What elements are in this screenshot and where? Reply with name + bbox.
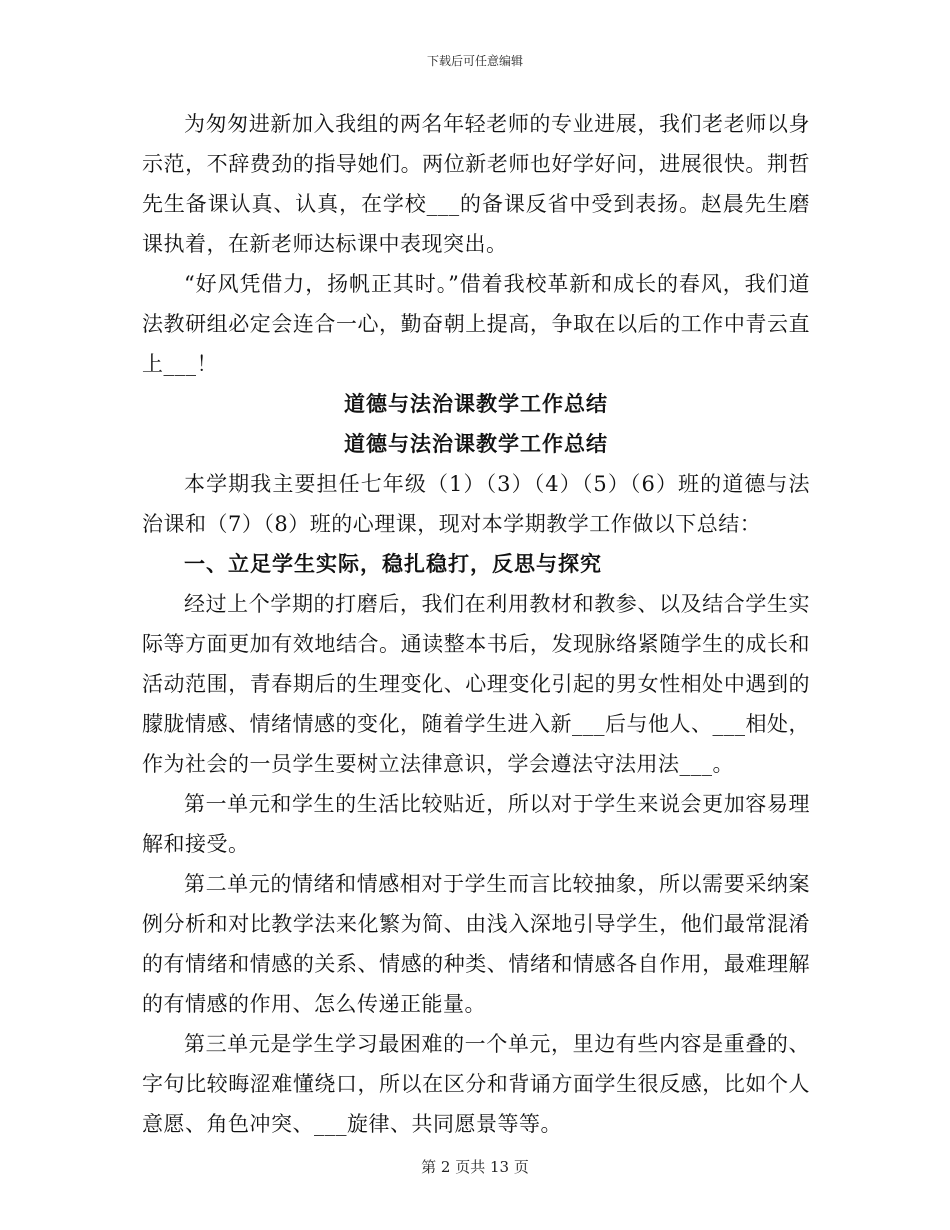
document-subtitle: 道德与法治课教学工作总结 xyxy=(344,431,608,456)
paragraph: 第二单元的情绪和情感相对于学生而言比较抽象，所以需要采纳案例分析和对比教学法来化繁为简、由浅入深地引导学生，他们最常混淆的有情绪和情感的关系、情感的种类、情绪和情感各自作用，最难理解的有情感的作用、怎么传递正能量。 xyxy=(142,872,810,1016)
paragraph: 第三单元是学生学习最困难的一个单元，里边有些内容是重叠的、字句比较晦涩难懂绕口，所以在区分和背诵方面学生很反感，比如个人意愿、角色冲突、___旋律、共同愿景等等。 xyxy=(142,1032,810,1136)
page-footer: 第 2 页共 13 页 xyxy=(421,1158,529,1176)
document-title: 道德与法治课教学工作总结 xyxy=(344,391,608,416)
page-header: 下载后可任意编辑 xyxy=(426,54,523,68)
paragraph: 第一单元和学生的生活比较贴近，所以对于学生来说会更加容易理解和接受。 xyxy=(142,792,810,856)
paragraph: 为匆匆进新加入我组的两名年轻老师的专业进展，我们老老师以身示范，不辞费劲的指导她们。两位新老师也好学好问，进展很快。荆哲先生备课认真、认真，在学校___的备课反省中受到表扬。赵晨先生磨课执着，在新老师达标课中表现突出。 xyxy=(142,112,810,256)
paragraph: 经过上个学期的打磨后，我们在利用教材和教参、以及结合学生实际等方面更加有效地结合。通读整本书后，发现脉络紧随学生的成长和活动范围，青春期后的生理变化、心理变化引起的男女性相处中遇到的朦胧情感、情绪情感的变化，随着学生进入新___后与他人、___相处，作为社会的一员学生要树立法律意识，学会遵法守法用法___。 xyxy=(142,592,810,776)
paragraph: 本学期我主要担任七年级（1）（3）（4）（5）（6）班的道德与法治课和（7）（8）班的心理课，现对本学期教学工作做以下总结： xyxy=(142,472,810,536)
section-heading: 一、立足学生实际，稳扎稳打，反思与探究 xyxy=(184,551,602,576)
paragraph: “好风凭借力，扬帆正其时。”借着我校革新和成长的春风，我们道法教研组必定会连合一心，勤奋朝上提高，争取在以后的工作中青云直上___！ xyxy=(142,272,810,376)
document-body xyxy=(142,104,810,1144)
